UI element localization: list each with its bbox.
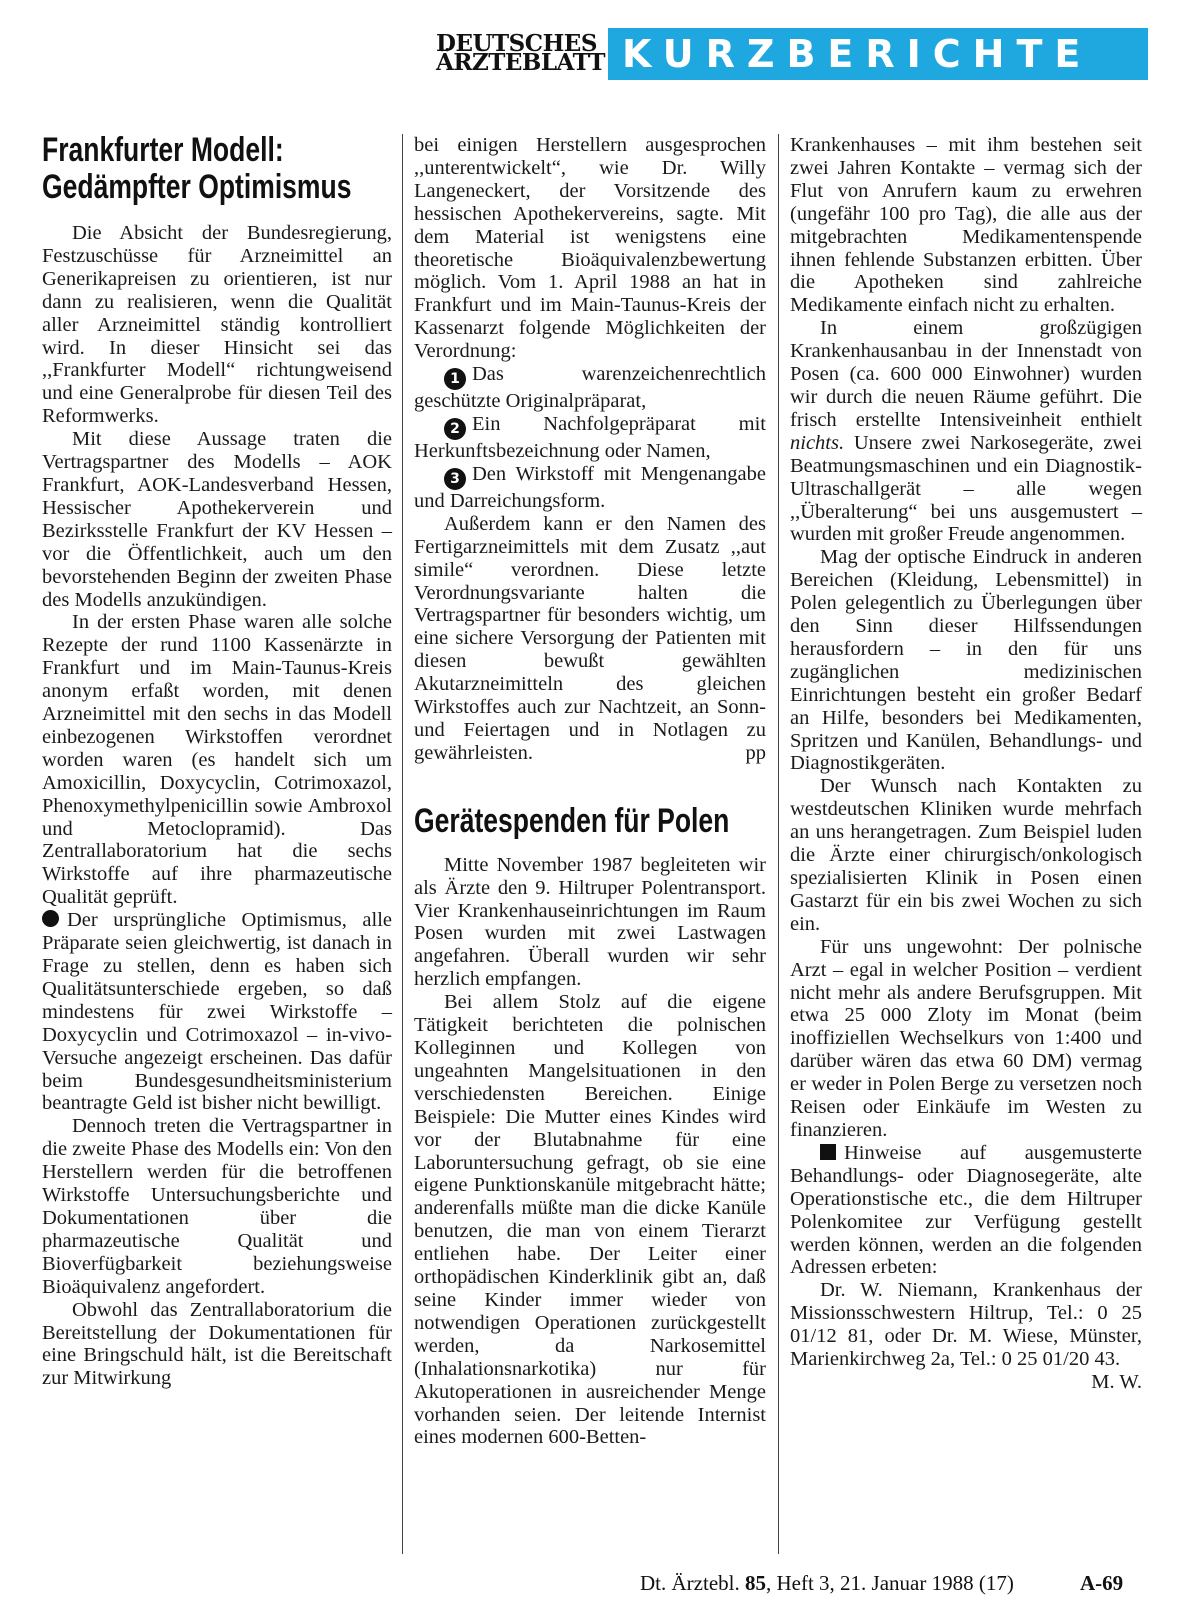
logo-line-1: DEUTSCHES	[436, 30, 597, 57]
paragraph: Der Wunsch nach Kontakten zu westdeutschen Kliniken wurde mehrfach an uns herangetragen. Zum Beispiel luden die Ärzte einer chirurgisch/onkologisch spezialisierten Klinik in Posen einen Gastarzt für ein bis zwei Wochen zu sich ein.	[790, 775, 1142, 935]
volume: 85	[744, 1571, 766, 1595]
column-3	[790, 134, 1142, 1394]
section-banner: KURZBERICHTE	[608, 28, 1148, 80]
paragraph-text: Unsere zwei Narkosegeräte, zwei Beatmungsmaschinen und ein Diagnostik-Ultraschallgerät – alle wegen ,,Überalterung“ bei uns ausgemustert – wurden mit großer Freude angenommen.	[790, 431, 1143, 546]
headline-line-1: Frankfurter Modell:	[42, 131, 284, 169]
paragraph: Dennoch treten die Vertragspartner in die zweite Phase des Modells ein: Von den Herstellern werden für die betroffenen Wirkstoffe Untersuchungsberichte und Dokumentationen über die pharmazeutische Qualität und Bioverfügbarkeit beziehungsweise Bioäquivalenz angefordert.	[42, 1115, 392, 1298]
paragraph	[790, 317, 1142, 546]
paragraph-text: Dr. W. Niemann, Krankenhaus der Missionsschwestern Hiltrup, Tel.: 0 25 01/12 81, oder Dr. M. Wiese, Münster, Marienkirchweg 2a, Tel.: 0 25 01/20 43.	[790, 1279, 1142, 1371]
article-1-headline	[42, 132, 391, 206]
column-1	[42, 132, 392, 1390]
issue-date: , Heft 3, 21. Januar 1988 (17)	[765, 1571, 1014, 1595]
paragraph: Die Absicht der Bundesregierung, Festzuschüsse für Arzneimittel an Generikapreisen zu orientieren, ist nur dann zu realisieren, wenn die Qualität aller Arzneimittel ständig kontrolliert wird. In dieser Hinsicht sei das ,,Frankfurter Modell“ richtungweisend und eine Generalprobe für diesen Teil des Reformwerks.	[42, 222, 392, 428]
paragraph: Krankenhauses – mit ihm bestehen seit zwei Jahren Kontakte – vermag sich der Flut von Anrufern kaum zu erwehren (ungefähr 100 pro Tag), die alle aus der mitgebrachten Medikamentenspende ihnen fehlende Substanzen erbitten. Über die Apotheken sind zahlreiche Medikamente einfach nicht zu erhalten.	[790, 134, 1142, 317]
headline-line-2: Gedämpfter Optimismus	[42, 168, 352, 206]
paragraph: Mit diese Aussage traten die Vertragspartner des Modells – AOK Frankfurt, AOK-Landesverband Hessen, Hessischer Apothekerverein und Bezirksstelle Frankfurt der KV Hessen – vor die Öffentlichkeit, auch um den bevorstehenden Beginn der zweiten Phase des Modells anzukündigen.	[42, 428, 392, 611]
column-2	[414, 134, 766, 1449]
article-2-headline: Gerätespenden für Polen	[414, 801, 730, 840]
square-bullet-paragraph	[790, 1142, 1142, 1279]
emphasis: nichts.	[790, 431, 845, 454]
list-item-text: Ein Nachfolgepräparat mit Herkunftsbezeichnung oder Namen,	[414, 412, 766, 462]
column-divider	[402, 134, 403, 1554]
journal-logo	[436, 30, 606, 76]
paragraph	[414, 513, 766, 765]
list-item-text: Den Wirkstoff mit Mengenangabe und Darreichungsform.	[414, 462, 766, 512]
list-item	[414, 463, 766, 513]
paragraph: Mag der optische Eindruck in anderen Bereichen (Kleidung, Lebensmittel) in Polen gelegentlich zu Überlegungen über den Sinn dieser Hilfssendungen herausfordern – in den für uns zugänglichen medizinischen Einrichtungen besteht ein großer Bedarf an Hilfe, besonders bei Medikamenten, Spritzen und Kanülen, Behandlungs- und Diagnostikgeräten.	[790, 546, 1142, 775]
square-bullet-icon	[820, 1144, 836, 1160]
page-number: A-69	[1080, 1571, 1124, 1595]
paragraph-text: Der ursprüngliche Optimismus, alle Präparate seien gleichwertig, ist danach in Frage zu stellen, denn es haben sich Qualitätsunterschiede ergeben, so daß mindestens für zwei Wirkstoffe – Doxycyclin und Cotrimoxazol – in-vivo-Versuche angezeigt erscheinen. Das dafür beim Bundesgesundheitsministerium beantragte Geld ist bisher nicht bewilligt.	[42, 909, 392, 1115]
list-item	[414, 363, 766, 413]
journal-abbrev: Dt. Ärztebl.	[640, 1571, 740, 1595]
paragraph-text: Außerdem kann er den Namen des Fertigarzneimittels mit dem Zusatz ,,aut simile“ verordnen. Diese letzte Verordnungsvariante halten die Vertragspartner für besonders wichtig, um eine sichere Versorgung der Patienten mit diesen bewußt gewählten Akutarzneimitteln des gleichen Wirkstoffes auch zur Nachtzeit, an Sonn- und Feiertagen und in Notlagen zu gewährleisten.	[414, 512, 766, 764]
paragraph-text: In einem großzügigen Krankenhausanbau in der Innenstadt von Posen (ca. 600 000 Einwohner) wurden wir durch die neuen Räume geführt. Die frisch erstellte Intensiveinheit enthielt	[790, 317, 1142, 431]
logo-line-2: ÄRZTEBLATT	[436, 49, 606, 76]
number-2-icon: 2	[444, 418, 466, 440]
number-3-icon: 3	[444, 468, 466, 490]
column-divider	[778, 134, 779, 1554]
paragraph: Bei allem Stolz auf die eigene Tätigkeit berichteten die polnischen Kolleginnen und Kollegen von ungeahnten Mangelsituationen in den verschiedensten Bereichen. Einige Beispiele: Die Mutter eines Kindes wird vor der Blutabnahme für eine Laboruntersuchung gefragt, ob sie eine eigene Punktionskanüle mitgebracht hätte; anderenfalls müßte man die dicke Kanüle benutzen, die man von einem Tierarzt entliehen habe. Der Leiter einer orthopädischen Kinderklinik gibt an, daß seine Kinder immer wieder von notwendigen Operationen zurückgestellt werden, da Narkosemittel (Inhalationsnarkotika) nur für Akutoperationen in ausreichender Menge vorhanden seien. Der leitende Internist eines modernen 600-Betten-	[414, 991, 766, 1449]
paragraph: Mitte November 1987 begleiteten wir als Ärzte den 9. Hiltruper Polentransport. Vier Krankenhauseinrichtungen im Raum Posen wurden mit zwei Lastwagen angefahren. Überall wurden wir sehr herzlich empfangen.	[414, 853, 766, 991]
paragraph-text: Hinweise auf ausgemusterte Behandlungs- oder Diagnosegeräte, alte Operationstische etc., die dem Hiltruper Polenkomitee zur Verfügung gestellt werden können, werden an die folgenden Adressen erbeten:	[790, 1141, 1142, 1279]
paragraph: bei einigen Herstellern ausgesprochen ,,unterentwickelt“, wie Dr. Willy Langeneckert, der Vorsitzende des hessischen Apothekervereins, sagte. Mit dem Material ist wenigstens eine theoretische Bioäquivalenzbewertung möglich. Vom 1. April 1988 an hat in Frankfurt und im Main-Taunus-Kreis der Kassenarzt folgende Möglichkeiten der Verordnung:	[414, 134, 766, 363]
bullet-icon	[42, 910, 59, 927]
paragraph: In der ersten Phase waren alle solche Rezepte der rund 1100 Kassenärzte in Frankfurt und im Main-Taunus-Kreis anonym erfaßt worden, mit denen Arzneimittel mit den sechs in das Modell einbezogenen Wirkstoffen verordnet worden waren (es handelt sich um Amoxicillin, Doxycyclin, Cotrimoxazol, Phenoxymethylpenicillin sowie Ambroxol und Metoclopramid). Das Zentrallaboratorium hat die sechs Wirkstoffe auf ihre pharmazeutische Qualität geprüft.	[42, 611, 392, 909]
paragraph: Obwohl das Zentrallaboratorium die Bereitstellung der Dokumentationen für eine Bringschuld hält, ist die Bereitschaft zur Mitwirkung	[42, 1298, 392, 1390]
list-item-text: Das warenzeichenrechtlich geschützte Originalpräparat,	[414, 363, 766, 413]
author-initials: pp	[745, 741, 766, 764]
number-1-icon: 1	[444, 368, 466, 390]
paragraph	[790, 1279, 1142, 1393]
bullet-paragraph	[42, 909, 392, 1115]
page-footer	[640, 1571, 1014, 1596]
list-item	[414, 413, 766, 463]
paragraph: Für uns ungewohnt: Der polnische Arzt – egal in welcher Position – verdient nicht mehr als andere Berufsgruppen. Mit etwa 25 000 Zloty im Monat (beim inoffiziellen Wechselkurs von 1:400 und darüber wären das etwa 60 DM) vermag er weder in Polen Berge zu versetzen noch Reisen oder Einkäufe im Westen zu finanzieren.	[790, 935, 1142, 1141]
masthead	[436, 28, 1148, 80]
author-initials: M. W.	[1091, 1370, 1142, 1393]
